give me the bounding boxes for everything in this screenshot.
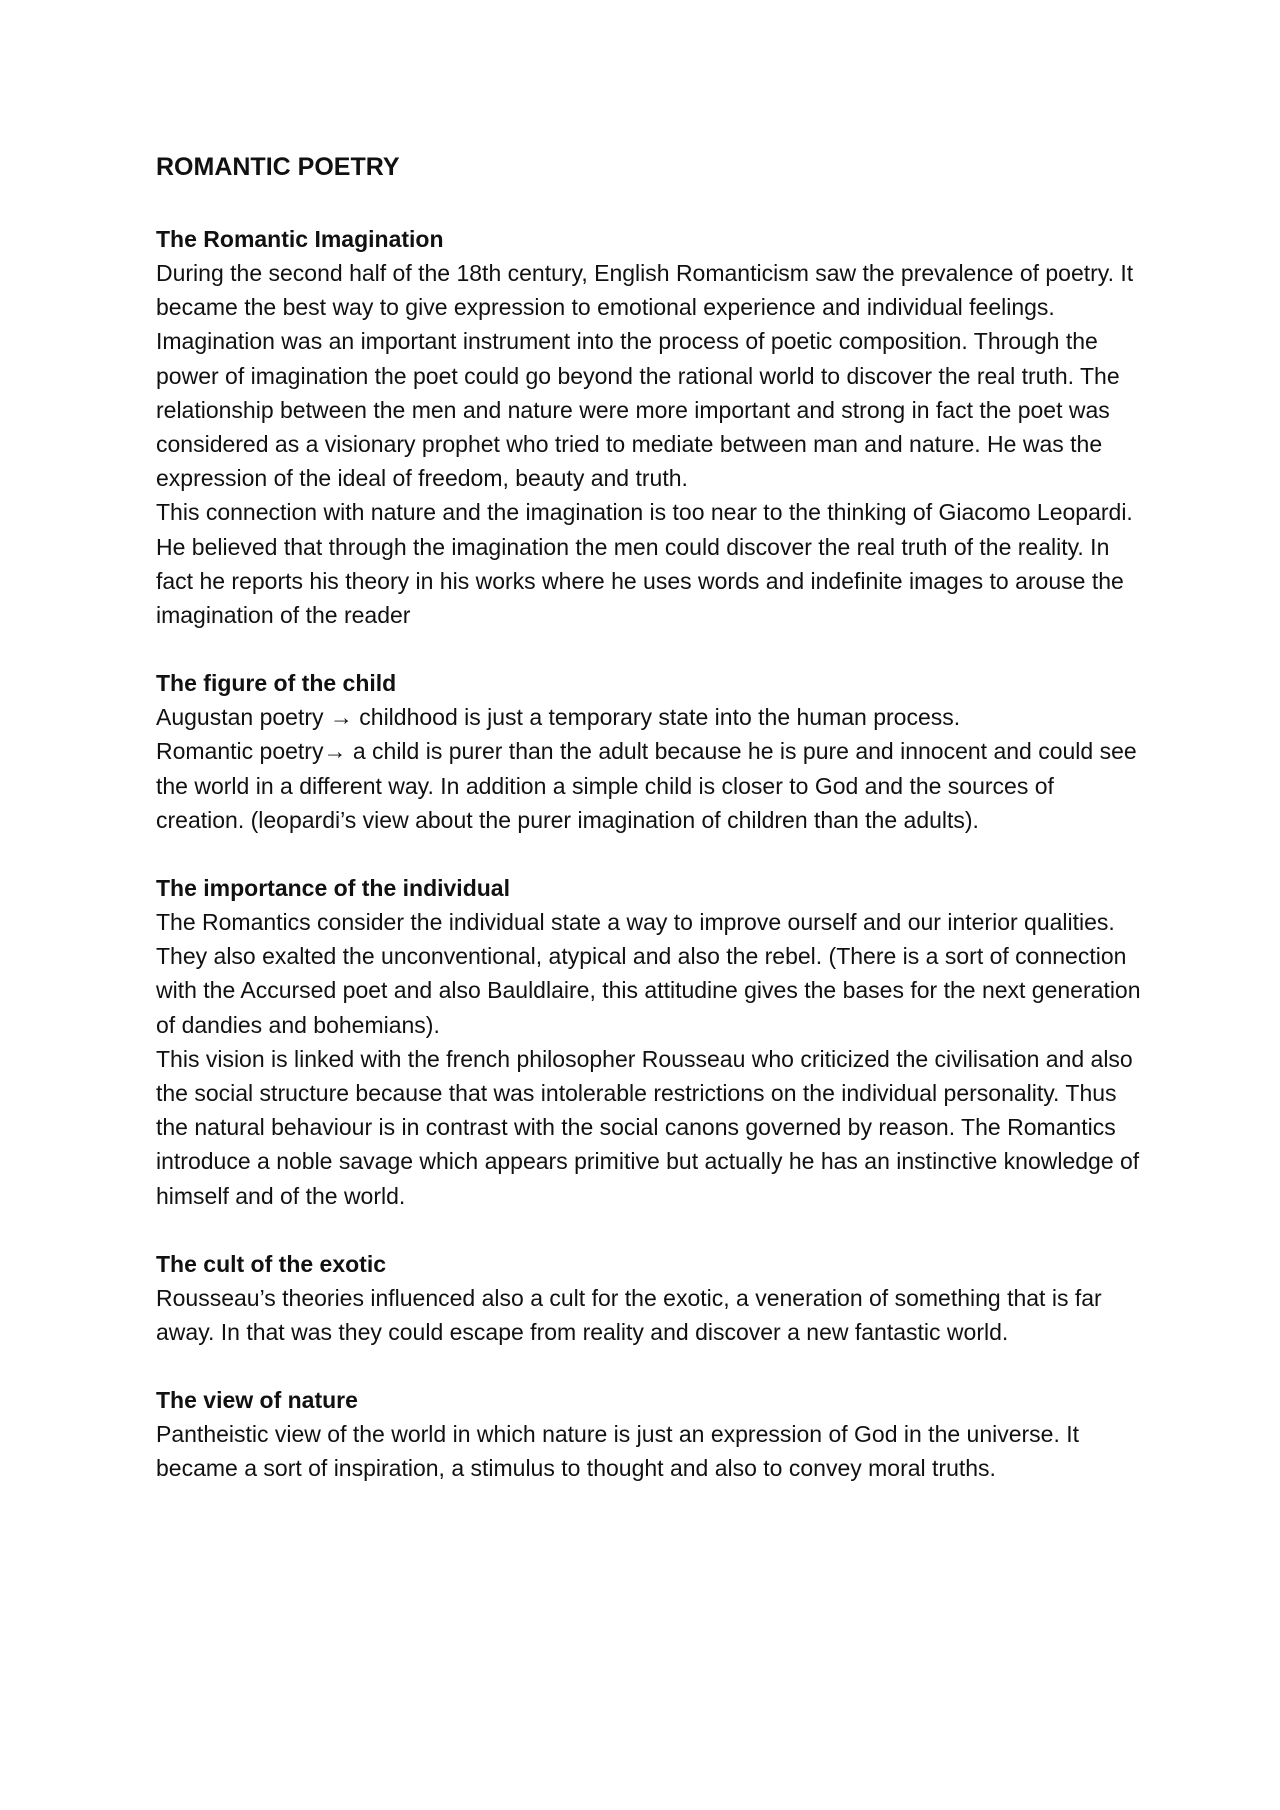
section-importance-of-individual [156, 871, 1146, 1213]
section-heading: The importance of the individual [156, 875, 510, 902]
paragraph: Rousseau’s theories influenced also a cult for the exotic, a veneration of something that is far away. In that was they could escape from reality and discover a new fantastic world. [156, 1284, 1102, 1346]
section-cult-of-exotic [156, 1247, 1146, 1349]
section-romantic-imagination [156, 222, 1146, 632]
section-heading: The view of nature [156, 1387, 358, 1414]
section-heading: The figure of the child [156, 670, 397, 697]
section-figure-of-child [156, 666, 1146, 837]
paragraph: This vision is linked with the french philosopher Rousseau who criticized the civilisation and also the social structure because that was intolerable restrictions on the individual personality. Thus the natural behaviour is in contrast with the social canons governed by reason. The Romantics introduce a noble savage which appears primitive but actually he has an instinctive knowledge of himself and of the world. [156, 1045, 1140, 1209]
paragraph: The Romantics consider the individual state a way to improve ourself and our interior qualities. They also exalted the unconventional, atypical and also the rebel. (There is a sort of connection with the Accursed poet and also Bauldlaire, this attitudine gives the bases for the next generation of dandies and bohemians). [156, 909, 1141, 1038]
document-page [156, 150, 1146, 1520]
document-title: ROMANTIC POETRY [156, 153, 400, 181]
paragraph: Romantic poetry→ a child is purer than the adult because he is pure and innocent and could see the world in a different way. In addition a simple child is closer to God and the sources of creation. (leopardi’s view about the purer imagination of children than the adults). [156, 738, 1137, 833]
paragraph: During the second half of the 18th century, English Romanticism saw the prevalence of poetry. It became the best way to give expression to emotional experience and individual feelings. Imagination was an important instrument into the process of poetic composition. Through the power of imagination the poet could go beyond the rational world to discover the real truth. The relationship between the men and nature were more important and strong in fact the poet was considered as a visionary prophet who tried to mediate between man and nature. He was the expression of the ideal of freedom, beauty and truth. [156, 260, 1134, 492]
paragraph: This connection with nature and the imagination is too near to the thinking of Giacomo Leopardi. He believed that through the imagination the men could discover the real truth of the reality. In fact he reports his theory in his works where he uses words and indefinite images to arouse the imagination of the reader [156, 499, 1133, 629]
section-heading: The Romantic Imagination [156, 226, 444, 252]
paragraph: Pantheistic view of the world in which nature is just an expression of God in the universe. It became a sort of inspiration, a stimulus to thought and also to convey moral truths. [156, 1421, 1080, 1482]
section-heading: The cult of the exotic [156, 1250, 387, 1277]
section-view-of-nature [156, 1383, 1146, 1485]
paragraph: Augustan poetry → childhood is just a temporary state into the human process. [156, 704, 961, 731]
